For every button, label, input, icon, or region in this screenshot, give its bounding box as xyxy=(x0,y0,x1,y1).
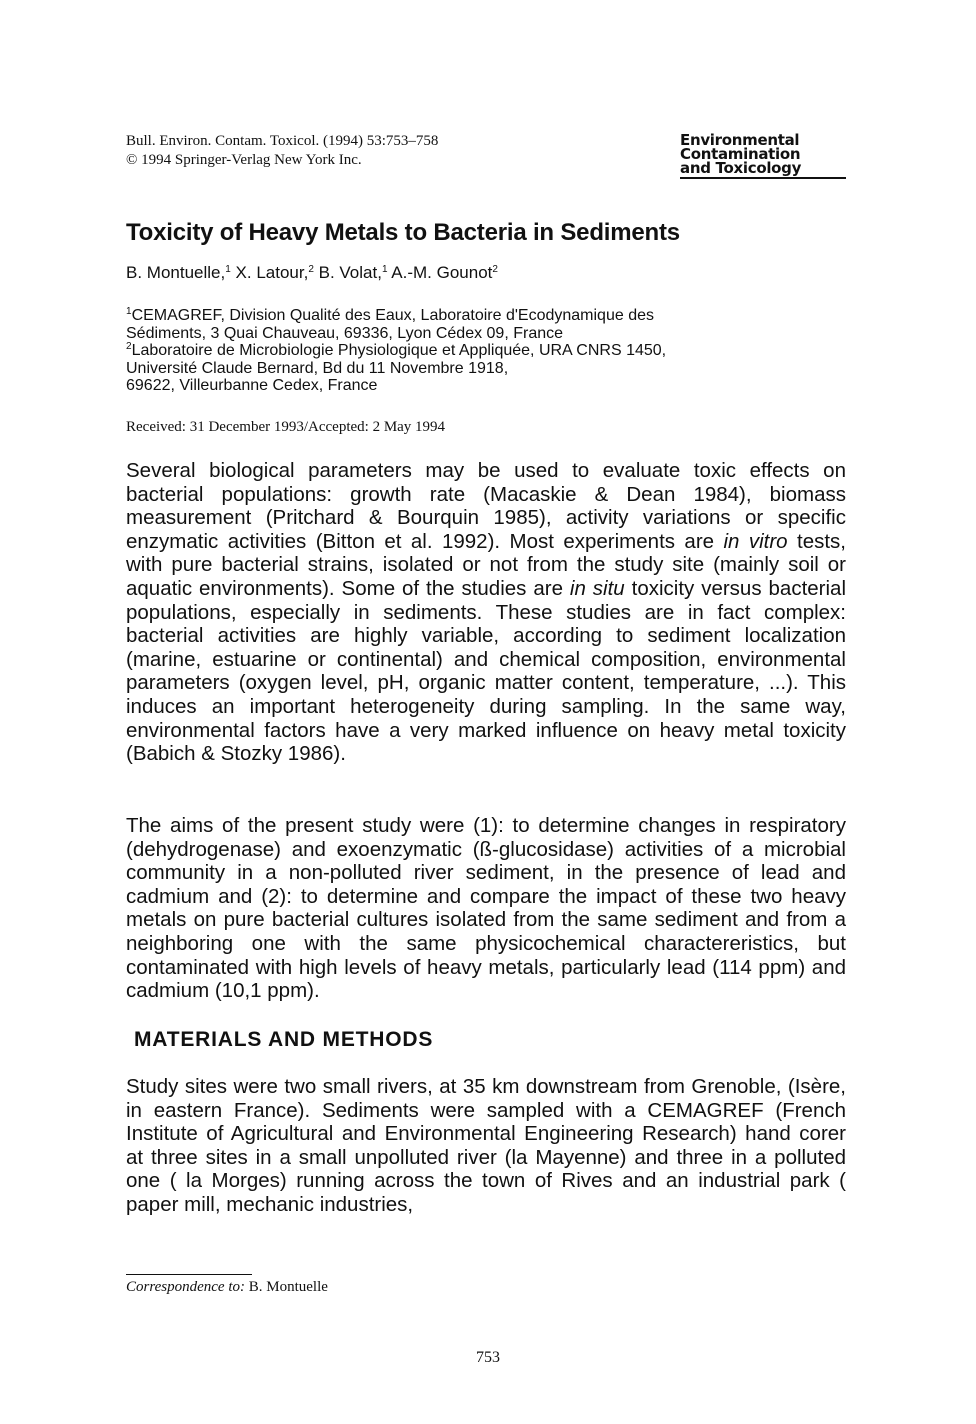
affiliation-line xyxy=(126,307,846,325)
correspondence-note xyxy=(126,1279,328,1296)
affiliation-text: CEMAGREF, Division Qualité des Eaux, Laboratoire d'Ecodynamique des xyxy=(131,307,654,324)
affiliation-marker: 2 xyxy=(126,341,132,352)
author-name: A.-M. Gounot xyxy=(391,263,493,282)
page-number: 753 xyxy=(476,1349,500,1366)
affiliation-marker: 2 xyxy=(308,264,314,275)
affiliation-line: 69622, Villeurbanne Cedex, France xyxy=(126,377,378,394)
affiliation-line: Université Claude Bernard, Bd du 11 Novembre 1918, xyxy=(126,359,509,377)
journal-logo xyxy=(680,133,846,179)
logo-line-2: Contamination xyxy=(680,145,801,163)
text-run: toxicity versus bacterial populations, especially in sediments. These studies are in fact complex: bacterial activities are highly variable, according to sediment localization (marine, estuarine or continental) and chemical composition, environmental parameters (oxygen level, pH, organic matter content, temperature, ...). This induces an important heterogeneity during sampling. In the same way, environmental factors have a very marked influence on heavy metal toxicity (Babich & Stozky 1986). xyxy=(126,576,846,766)
correspondence-name: B. Montuelle xyxy=(245,1279,328,1295)
author-name: B. Montuelle, xyxy=(126,263,226,282)
affiliation-marker: 1 xyxy=(381,264,388,275)
section-heading: MATERIALS AND METHODS xyxy=(134,1028,434,1051)
correspondence-label: Correspondence to: xyxy=(126,1279,246,1295)
affiliation-line xyxy=(126,342,846,360)
affiliation-text: Laboratoire de Microbiologie Physiologique et Appliquée, URA CNRS 1450, xyxy=(131,342,667,359)
author-list xyxy=(126,263,498,283)
italic-term: in situ xyxy=(569,576,625,600)
body-paragraph-methods: Study sites were two small rivers, at 35 km downstream from Grenoble, (Isère, in eastern France). Sediments were sampled with a CEMAGREF (French Institute of Agricultural and Environmental Engineering Research) hand corer at three sites in a small unpolluted river (la Mayenne) and three in a polluted one ( la Morges) running across the town of Rives and an industrial park ( paper mill, mechanic industries, xyxy=(126,1075,846,1216)
footnote-divider xyxy=(126,1274,252,1275)
affiliation-line: Sédiments, 3 Quai Chauveau, 69336, Lyon Cédex 09, France xyxy=(126,324,564,342)
affiliations xyxy=(126,307,846,395)
text-run: tests, with pure bacterial strains, isolated or not from the study site (mainly soil or aquatic environments). Some of the studies are xyxy=(126,529,846,600)
logo-line-3: and Toxicology xyxy=(680,159,802,177)
italic-term: in vitro xyxy=(723,529,788,553)
author-name: B. Volat, xyxy=(318,263,382,282)
citation-line: Bull. Environ. Contam. Toxicol. (1994) 53:753–758 xyxy=(126,133,439,149)
article-title: Toxicity of Heavy Metals to Bacteria in Sediments xyxy=(126,219,680,246)
copyright-line: © 1994 Springer-Verlag New York Inc. xyxy=(126,152,362,168)
affiliation-marker: 1 xyxy=(225,264,231,275)
received-date: Received: 31 December 1993/Accepted: 2 May 1994 xyxy=(126,419,446,435)
affiliation-marker: 1 xyxy=(126,306,132,317)
journal-citation xyxy=(126,132,438,170)
logo-line-1: Environmental xyxy=(680,131,800,149)
author-name: X. Latour, xyxy=(235,263,309,282)
affiliation-marker: 2 xyxy=(492,264,498,275)
body-paragraph-intro xyxy=(126,459,846,766)
text-run: Several biological parameters may be used to evaluate toxic effects on bacterial populations: growth rate (Macaskie & Dean 1984), biomass measurement (Pritchard & Bourquin 1985), activity variations or specific enzymatic activities (Bitton et al. 1992). Most experiments are xyxy=(126,459,846,553)
body-paragraph-aims: The aims of the present study were (1): to determine changes in respiratory (dehydrogenase) and exoenzymatic (ß-glucosidase) activities of a microbial community in a non-polluted river sediment, in the presence of lead and cadmium and (2): to determine and compare the impact of these two heavy metals on pure bacterial cultures isolated from the same sediment and from a neighboring one with the same physicochemical charactereristics, but contaminated with high levels of heavy metals, particularly lead (114 ppm) and cadmium (10,1 ppm). xyxy=(126,814,846,1003)
